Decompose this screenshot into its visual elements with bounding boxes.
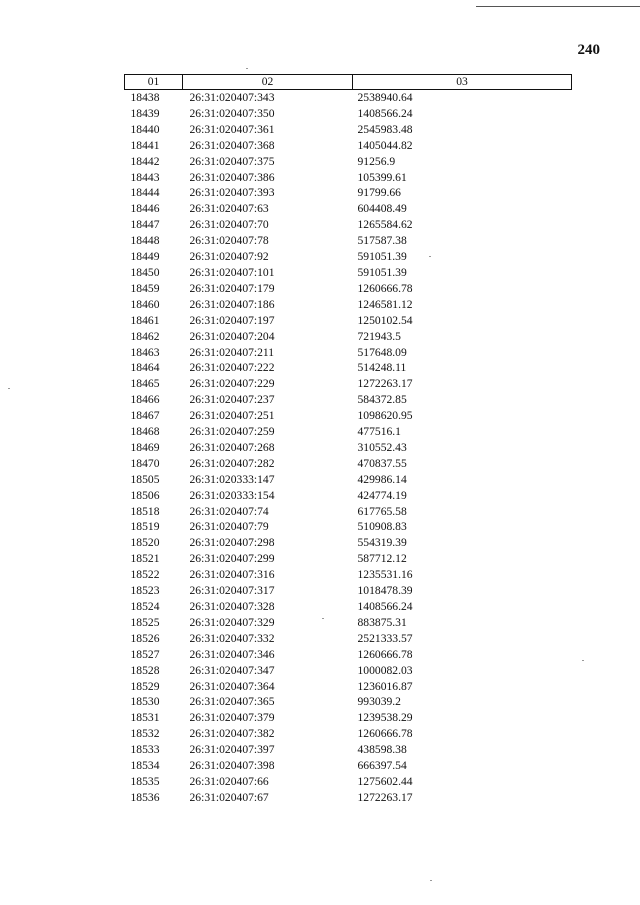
row-number-cell: 18468: [130, 425, 160, 439]
row-number-cell: 18439: [130, 106, 160, 120]
value-cell: 514248.11: [357, 361, 407, 375]
value-cell: 105399.61: [357, 170, 407, 184]
value-cell: 1260666.78: [357, 647, 413, 661]
table-row: [125, 472, 572, 488]
table-header-row: [125, 75, 572, 90]
row-number-cell: 18459: [130, 281, 160, 295]
row-number-cell: 18533: [130, 743, 160, 757]
cadastral-number-cell: 26:31:020407:67: [189, 790, 269, 804]
table-row: [125, 758, 572, 774]
data-table: [124, 74, 572, 806]
table-row: [125, 583, 572, 599]
cadastral-number-cell: 26:31:020407:186: [189, 297, 275, 311]
cadastral-number-cell: 26:31:020407:361: [189, 122, 275, 136]
table-row: [125, 456, 572, 472]
cadastral-number-cell: 26:31:020407:397: [189, 743, 275, 757]
value-cell: 993039.2: [357, 695, 401, 709]
value-cell: 470837.55: [357, 456, 407, 470]
value-cell: 1265584.62: [357, 218, 413, 232]
scan-speck: [246, 68, 248, 69]
row-number-cell: 18440: [130, 122, 160, 136]
value-cell: 1098620.95: [357, 409, 413, 423]
row-number-cell: 18463: [130, 345, 160, 359]
cadastral-number-cell: 26:31:020407:92: [189, 250, 269, 264]
row-number-cell: 18446: [130, 202, 160, 216]
row-number-cell: 18524: [130, 600, 160, 613]
row-number-cell: 18466: [130, 393, 160, 407]
row-number-cell: 18523: [130, 584, 160, 598]
table-row: [125, 281, 572, 297]
cadastral-number-cell: 26:31:020407:78: [189, 234, 269, 248]
cadastral-number-cell: 26:31:020407:375: [189, 154, 275, 168]
cadastral-number-cell: 26:31:020407:74: [189, 504, 269, 518]
value-cell: 721943.5: [357, 329, 401, 343]
table-row: [125, 376, 572, 392]
value-cell: 1235531.16: [357, 568, 413, 582]
cadastral-number-cell: 26:31:020407:282: [189, 456, 275, 470]
row-number-cell: 18460: [130, 297, 160, 311]
cadastral-number-cell: 26:31:020407:364: [189, 679, 275, 693]
cadastral-number-cell: 26:31:020407:222: [189, 361, 275, 375]
value-cell: 2545983.48: [357, 122, 413, 136]
row-number-cell: 18531: [130, 711, 160, 725]
row-number-cell: 18526: [130, 631, 160, 645]
table-row: [125, 154, 572, 170]
value-cell: 591051.39: [357, 265, 407, 279]
value-cell: 91256.9: [357, 154, 396, 168]
table-row: [125, 440, 572, 456]
table-row: [125, 567, 572, 583]
table-row: [125, 599, 572, 615]
cadastral-number-cell: 26:31:020407:70: [189, 218, 269, 232]
table-row: [125, 694, 572, 710]
value-cell: 554319.39: [357, 536, 407, 550]
row-number-cell: 18520: [130, 536, 160, 550]
value-cell: 1018478.39: [357, 584, 413, 598]
table-row: [125, 726, 572, 742]
table-row: [125, 774, 572, 790]
row-number-cell: 18535: [130, 774, 160, 788]
table-row: [125, 90, 572, 106]
row-number-cell: 18470: [130, 456, 160, 470]
cadastral-number-cell: 26:31:020407:317: [189, 584, 275, 598]
cadastral-number-cell: 26:31:020407:393: [189, 186, 275, 200]
row-number-cell: 18450: [130, 265, 160, 279]
cadastral-number-cell: 26:31:020407:316: [189, 568, 275, 582]
value-cell: 2538940.64: [357, 91, 413, 104]
scan-speck: [322, 618, 324, 619]
row-number-cell: 18449: [130, 250, 160, 264]
row-number-cell: 18441: [130, 138, 160, 152]
table-row: [125, 631, 572, 647]
value-cell: 617765.58: [357, 504, 407, 518]
cadastral-number-cell: 26:31:020407:251: [189, 409, 275, 423]
cadastral-number-cell: 26:31:020407:101: [189, 265, 275, 279]
row-number-cell: 18518: [130, 504, 160, 518]
cadastral-number-cell: 26:31:020407:63: [189, 202, 269, 216]
table-row: [125, 201, 572, 217]
scan-speck: [430, 880, 432, 881]
cadastral-number-cell: 26:31:020407:365: [189, 695, 275, 709]
table-row: [125, 360, 572, 376]
table-row: [125, 663, 572, 679]
cadastral-number-cell: 26:31:020407:350: [189, 106, 275, 120]
table-row: [125, 122, 572, 138]
cadastral-number-cell: 26:31:020407:386: [189, 170, 275, 184]
table-row: [125, 217, 572, 233]
table-row: [125, 424, 572, 440]
table-row: [125, 519, 572, 535]
row-number-cell: 18464: [130, 361, 160, 375]
row-number-cell: 18443: [130, 170, 160, 184]
row-number-cell: 18521: [130, 552, 160, 566]
row-number-cell: 18530: [130, 695, 160, 709]
value-cell: 1408566.24: [357, 600, 413, 613]
value-cell: 1408566.24: [357, 106, 413, 120]
value-cell: 517587.38: [357, 234, 407, 248]
value-cell: 604408.49: [357, 202, 407, 216]
value-cell: 1275602.44: [357, 774, 413, 788]
cadastral-number-cell: 26:31:020407:343: [189, 91, 275, 104]
value-cell: 438598.38: [357, 743, 407, 757]
cadastral-number-cell: 26:31:020407:197: [189, 313, 275, 327]
value-cell: 883875.31: [357, 615, 407, 629]
row-number-cell: 18505: [130, 472, 160, 486]
row-number-cell: 18442: [130, 154, 160, 168]
scan-speck: [429, 256, 431, 257]
cadastral-number-cell: 26:31:020407:329: [189, 615, 275, 629]
row-number-cell: 18465: [130, 377, 160, 391]
table-row: [125, 329, 572, 345]
row-number-cell: 18461: [130, 313, 160, 327]
cadastral-number-cell: 26:31:020407:237: [189, 393, 275, 407]
value-cell: 1236016.87: [357, 679, 413, 693]
row-number-cell: 18529: [130, 679, 160, 693]
cadastral-number-cell: 26:31:020407:382: [189, 727, 275, 741]
cadastral-number-cell: 26:31:020407:332: [189, 631, 275, 645]
page-number: 240: [577, 42, 600, 58]
row-number-cell: 18522: [130, 568, 160, 582]
table-row: [125, 615, 572, 631]
cadastral-number-cell: 26:31:020407:179: [189, 281, 275, 295]
value-cell: 591051.39: [357, 250, 407, 264]
row-number-cell: 18467: [130, 409, 160, 423]
cadastral-number-cell: 26:31:020407:268: [189, 440, 275, 454]
cadastral-number-cell: 26:31:020407:398: [189, 759, 275, 773]
table-row: [125, 233, 572, 249]
cadastral-number-cell: 26:31:020407:328: [189, 600, 275, 613]
column-header: 03: [353, 75, 572, 90]
cadastral-number-cell: 26:31:020407:347: [189, 663, 275, 677]
cadastral-number-cell: 26:31:020407:368: [189, 138, 275, 152]
row-number-cell: 18519: [130, 520, 160, 534]
table-row: [125, 551, 572, 567]
table-row: [125, 679, 572, 695]
cadastral-number-cell: 26:31:020407:79: [189, 520, 269, 534]
top-rule: [476, 6, 640, 7]
value-cell: 1250102.54: [357, 313, 413, 327]
cadastral-number-cell: 26:31:020407:298: [189, 536, 275, 550]
row-number-cell: 18444: [130, 186, 160, 200]
cadastral-number-cell: 26:31:020407:204: [189, 329, 275, 343]
table-row: [125, 488, 572, 504]
table-row: [125, 345, 572, 361]
value-cell: 1260666.78: [357, 281, 413, 295]
row-number-cell: 18448: [130, 234, 160, 248]
value-cell: 2521333.57: [357, 631, 413, 645]
table-row: [125, 647, 572, 663]
cadastral-number-cell: 26:31:020407:259: [189, 425, 275, 439]
value-cell: 510908.83: [357, 520, 407, 534]
cadastral-number-cell: 26:31:020407:299: [189, 552, 275, 566]
table-row: [125, 185, 572, 201]
row-number-cell: 18447: [130, 218, 160, 232]
value-cell: 517648.09: [357, 345, 407, 359]
value-cell: 666397.54: [357, 759, 407, 773]
cadastral-number-cell: 26:31:020407:229: [189, 377, 275, 391]
value-cell: 1272263.17: [357, 377, 413, 391]
value-cell: 1239538.29: [357, 711, 413, 725]
row-number-cell: 18534: [130, 759, 160, 773]
row-number-cell: 18469: [130, 440, 160, 454]
row-number-cell: 18462: [130, 329, 160, 343]
table-row: [125, 742, 572, 758]
cadastral-number-cell: 26:31:020407:211: [189, 345, 275, 359]
cadastral-number-cell: 26:31:020407:66: [189, 774, 269, 788]
table-row: [125, 408, 572, 424]
table-row: [125, 790, 572, 806]
scan-speck: [582, 660, 584, 661]
cadastral-number-cell: 26:31:020333:154: [189, 488, 275, 502]
scan-speck: [8, 388, 10, 389]
value-cell: 310552.43: [357, 440, 407, 454]
value-cell: 424774.19: [357, 488, 407, 502]
table-row: [125, 138, 572, 154]
row-number-cell: 18527: [130, 647, 160, 661]
cadastral-number-cell: 26:31:020333:147: [189, 472, 275, 486]
table-row: [125, 170, 572, 186]
value-cell: 1246581.12: [357, 297, 413, 311]
table-row: [125, 249, 572, 265]
cadastral-number-cell: 26:31:020407:379: [189, 711, 275, 725]
table-row: [125, 535, 572, 551]
table-row: [125, 297, 572, 313]
column-header: 02: [183, 75, 353, 90]
value-cell: 1405044.82: [357, 138, 413, 152]
row-number-cell: 18506: [130, 488, 160, 502]
table-row: [125, 265, 572, 281]
value-cell: 1260666.78: [357, 727, 413, 741]
table-row: [125, 504, 572, 520]
cadastral-number-cell: 26:31:020407:346: [189, 647, 275, 661]
table-row: [125, 710, 572, 726]
value-cell: 1272263.17: [357, 790, 413, 804]
value-cell: 587712.12: [357, 552, 407, 566]
value-cell: 429986.14: [357, 472, 407, 486]
value-cell: 1000082.03: [357, 663, 413, 677]
table-row: [125, 313, 572, 329]
column-header: 01: [125, 75, 183, 90]
table-body: [125, 90, 572, 806]
table-row: [125, 392, 572, 408]
row-number-cell: 18532: [130, 727, 160, 741]
row-number-cell: 18438: [130, 91, 160, 104]
row-number-cell: 18536: [130, 790, 160, 804]
row-number-cell: 18525: [130, 615, 160, 629]
value-cell: 477516.1: [357, 425, 401, 439]
value-cell: 91799.66: [357, 186, 401, 200]
value-cell: 584372.85: [357, 393, 407, 407]
table-row: [125, 106, 572, 122]
row-number-cell: 18528: [130, 663, 160, 677]
